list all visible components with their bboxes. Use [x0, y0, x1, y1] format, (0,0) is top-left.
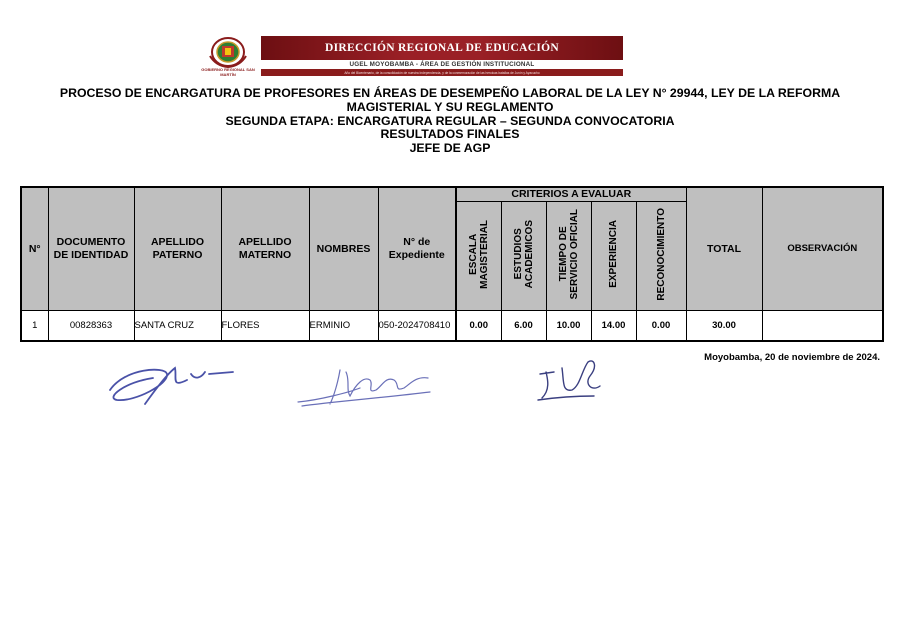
header-reconocimiento: RECONOCIMIENTO — [636, 201, 686, 310]
signature-1 — [105, 360, 240, 415]
header-experiencia: EXPERIENCIA — [591, 201, 636, 310]
header-document: DOCUMENTO DE IDENTIDAD — [48, 187, 134, 310]
cell-total: 30.00 — [686, 310, 762, 341]
results-table — [20, 186, 884, 342]
header-criterios: CRITERIOS A EVALUAR — [456, 187, 686, 201]
header-observacion: OBSERVACIÓN — [762, 187, 883, 310]
banner-slogan: Año del Bicentenario, de la consolidación de nuestra Independencia, y de la conmemoración de las heroicas batallas de Junín y Ayacucho — [344, 71, 540, 75]
title-line-4: RESULTADOS FINALES — [380, 127, 520, 142]
header-tiempo-servicio: TIEMPO DE SERVICIO OFICIAL — [546, 201, 591, 310]
title-line-5: JEFE DE AGP — [409, 141, 491, 156]
header-num: N° — [21, 187, 48, 310]
header-escala-magisterial: ESCALA MAGISTERIAL — [456, 201, 501, 310]
header-nombres: NOMBRES — [309, 187, 378, 310]
cell-reconocimiento: 0.00 — [636, 310, 686, 341]
header-expediente: N° de Expediente — [378, 187, 456, 310]
title-line-2: MAGISTERIAL Y SU REGLAMENTO — [346, 99, 554, 114]
banner-slogan-bar — [261, 70, 623, 76]
header-apellido-paterno: APELLIDO PATERNO — [134, 187, 221, 310]
cell-observacion — [762, 310, 883, 341]
table-row — [21, 310, 883, 341]
cell-nombres: ERMINIO — [309, 310, 378, 341]
cell-estudios: 6.00 — [501, 310, 546, 341]
cell-escala: 0.00 — [456, 310, 501, 341]
cell-experiencia: 14.00 — [591, 310, 636, 341]
cell-apellido-paterno: SANTA CRUZ — [134, 310, 221, 341]
title-line-1: PROCESO DE ENCARGATURA DE PROFESORES EN ÁREAS DE DESEMPEÑO LABORAL DE LA LEY N° 29944, LEY DE LA REFORMA — [59, 86, 841, 100]
banner-subtitle-bar — [261, 60, 623, 70]
cell-document: 00828363 — [48, 310, 134, 341]
header-estudios-academicos: ESTUDIOS ACADEMICOS — [501, 201, 546, 310]
banner-title: DIRECCIÓN REGIONAL DE EDUCACIÓN — [325, 42, 559, 54]
signature-3 — [532, 352, 612, 407]
document-titles — [20, 87, 880, 156]
cell-num: 1 — [21, 310, 48, 341]
header-apellido-materno: APELLIDO MATERNO — [221, 187, 309, 310]
banner-title-bar — [261, 36, 623, 60]
cell-expediente: 050-2024708410 — [378, 310, 456, 341]
signature-2 — [290, 362, 445, 412]
title-line-3: SEGUNDA ETAPA: ENCARGATURA REGULAR – SEGUNDA CONVOCATORIA — [225, 113, 675, 128]
seal-caption: GOBIERNO REGIONAL SAN MARTÍN — [201, 67, 255, 77]
banner-subtitle: UGEL MOYOBAMBA - ÁREA DE GESTIÓN INSTITUCIONAL — [349, 61, 535, 68]
cell-tiempo: 10.00 — [546, 310, 591, 341]
cell-apellido-materno: FLORES — [221, 310, 309, 341]
header-total: TOTAL — [686, 187, 762, 310]
date-line: Moyobamba, 20 de noviembre de 2024. — [704, 352, 880, 363]
